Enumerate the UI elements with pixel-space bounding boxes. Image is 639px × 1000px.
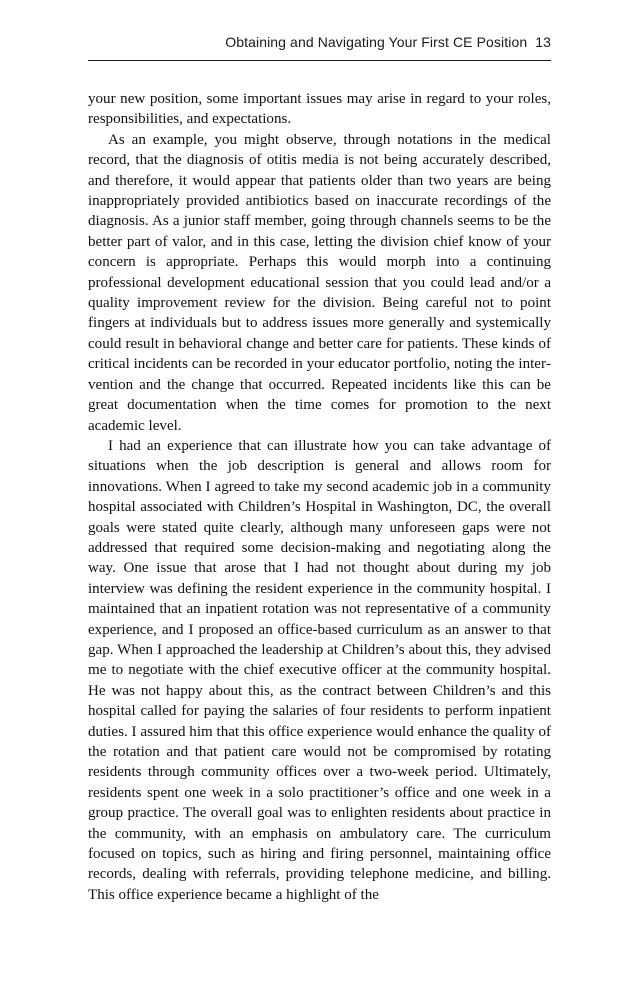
running-head-title: Obtaining and Navigating Your First CE Position xyxy=(225,34,528,50)
page-number: 13 xyxy=(535,34,551,50)
paragraph-experience: I had an experience that can illustrate how you can take advantage of situations when the job description is general and allows room for innovations. When I agreed to take my second academic job in a community hospital associated with Children’s Hospital in Washington, DC, the overall goals were stated quite clearly, although many unforeseen gaps were not addressed that required some decision-making and negotiating along the way. One issue that arose that I had not thought about during my job interview was defining the resident experience in the community hospital. I maintained that an inpatient rotation was not representative of a community experience, and I proposed an office-based curriculum as an answer to that gap. When I approached the leadership at Children’s about this, they advised me to negotiate with the chief executive officer at the community hospital. He was not happy about this, as the contract between Children’s and this hospital called for paying the salaries of four residents to perform inpatient duties. I assured him that this office experience would enhance the quality of the rotation and that patient care would not be compromised by rotating residents through community offices over a two-week period. Ultimately, residents spent one week in a solo practitioner’s office and one week in a group practice. The overall goal was to enlighten residents about practice in the community, with an emphasis on ambulatory care. The curriculum focused on topics, such as hiring and firing personnel, maintaining office records, dealing with referrals, providing telephone medicine, and billing. This office experience became a highlight of the xyxy=(88,437,551,903)
header-rule xyxy=(88,60,551,61)
running-head xyxy=(88,34,551,56)
paragraph-example: As an example, you might observe, through notations in the medical record, that the diagnosis of otitis media is not being accurately described, and therefore, it would appear that patients older than two years are being inappropriately provided antibiotics based on inaccurate recordings of the diagnosis. As a junior staff member, going through channels seems to be the better part of valor, and in this case, letting the division chief know of your concern is appropriate. Perhaps this would morph into a continuing professional development educational session that you could lead and/or a quality improvement review for the division. Being careful not to point fingers at individuals but to address issues more generally and systemically could result in behavioral change and better care for patients. These kinds of critical incidents can be recorded in your educator portfolio, noting the intervention and the change that occurred. Repeated incidents like this can be great documentation when the time comes for promotion to the next academic level. xyxy=(88,131,551,434)
paragraph-continued: your new position, some important issues may arise in regard to your roles, responsibilities, and expectations. xyxy=(88,91,551,128)
body-text xyxy=(88,89,551,905)
